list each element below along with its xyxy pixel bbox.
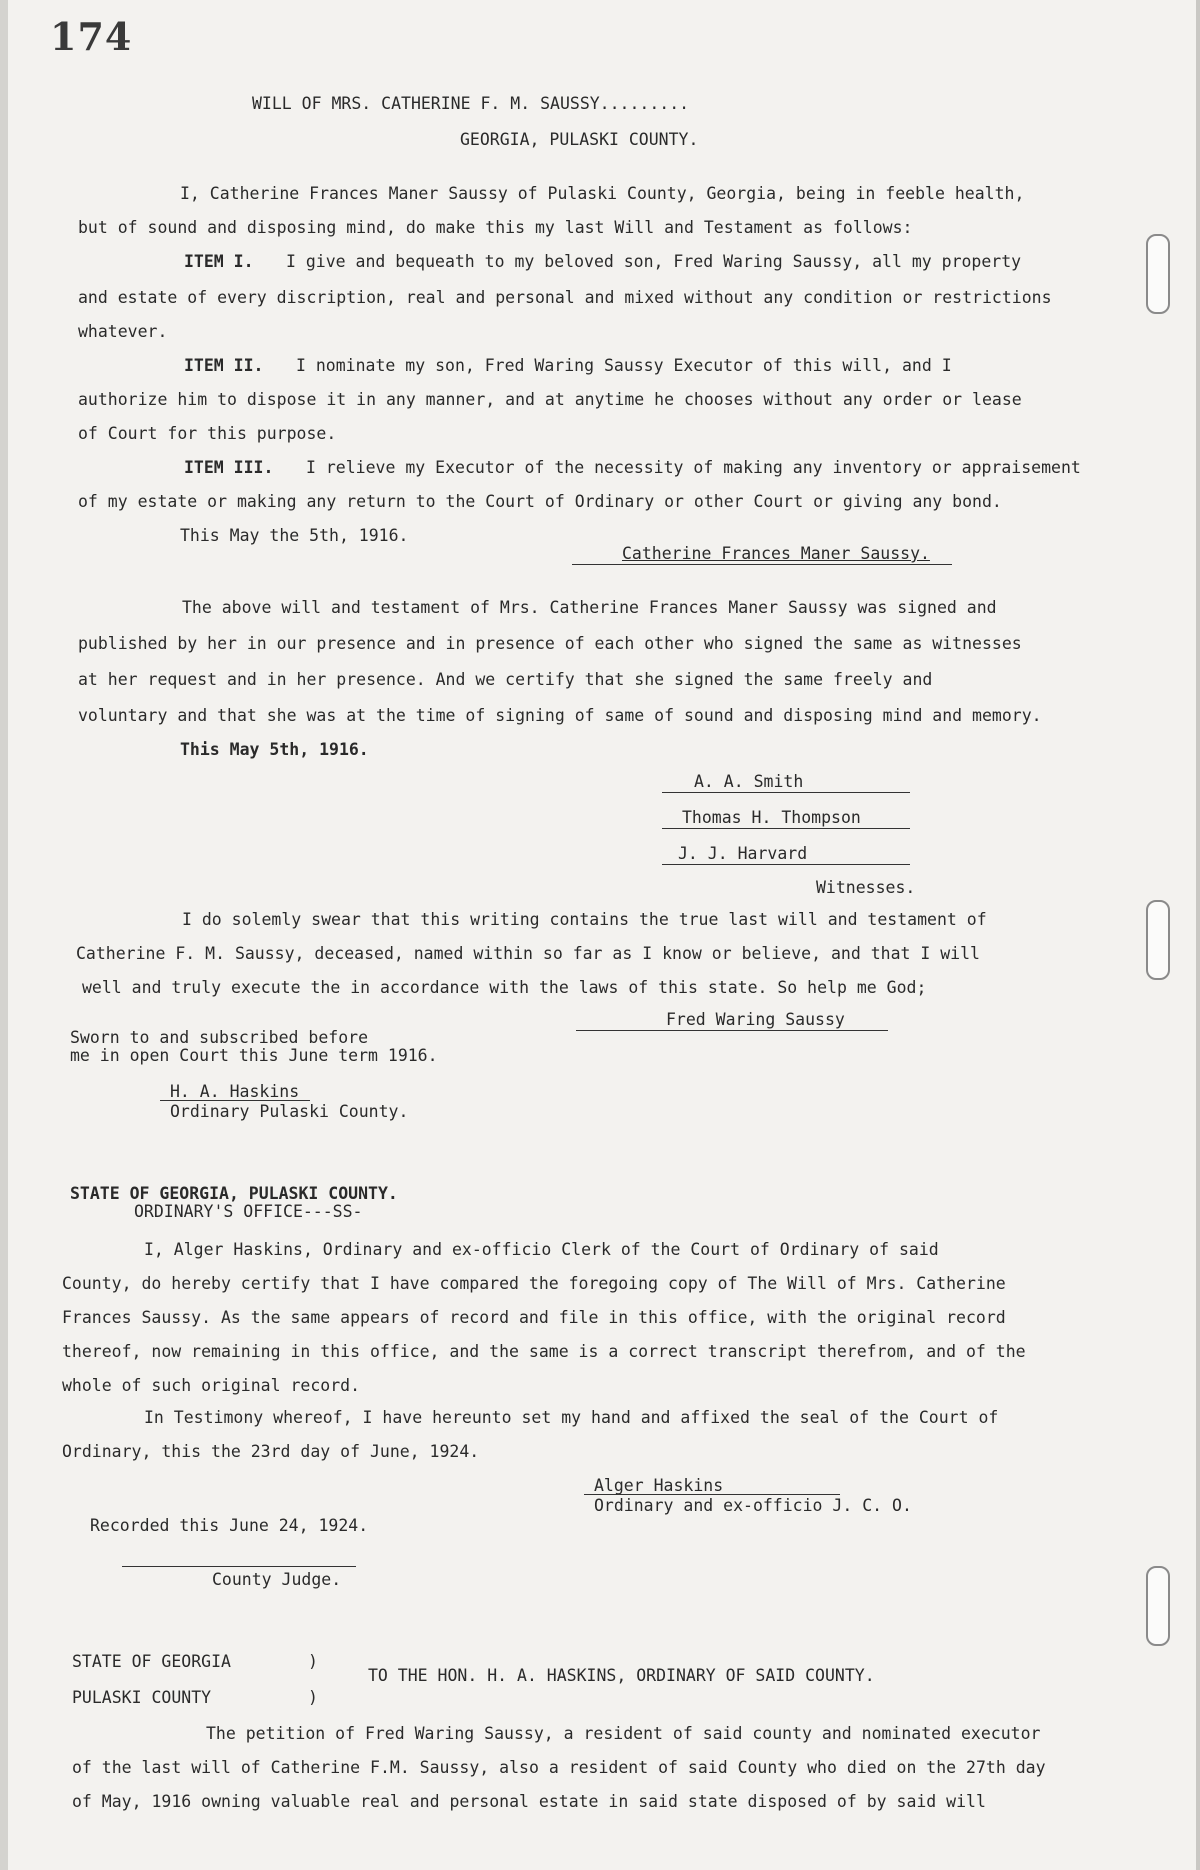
county-judge-label: County Judge. [212,1570,342,1589]
binder-hole [1146,900,1170,980]
petition-county: PULASKI COUNTY [72,1688,212,1707]
ordinary-signature: H. A. Haskins [170,1082,300,1101]
judge-line [122,1566,356,1567]
item-text: authorize him to dispose it in any manner, and at anytime he chooses without any order or lease [78,390,1022,409]
petition-line: of May, 1916 owning valuable real and personal estate in said state disposed of by said will [72,1792,986,1811]
oath-line: well and truly execute the in accordance with the laws of this state. So help me God; [82,978,927,997]
certificate-line: County, do hereby certify that I have compared the foregoing copy of The Will of Mrs. Catherine [62,1274,1006,1293]
ordinary-title: Ordinary Pulaski County. [170,1102,409,1121]
certificate-heading: ORDINARY'S OFFICE---SS- [134,1202,363,1221]
certificate-line: I, Alger Haskins, Ordinary and ex-officio Clerk of the Court of Ordinary of said [144,1240,939,1259]
item-label: ITEM I. [184,252,254,271]
attestation-date: This May 5th, 1916. [180,740,369,759]
attestation-line: at her request and in her presence. And we certify that she signed the same freely and [78,670,933,689]
signature-line [584,1494,840,1495]
witnesses-label: Witnesses. [816,878,916,897]
witness-line [662,864,910,865]
petition-addressee: TO THE HON. H. A. HASKINS, ORDINARY OF SAID COUNTY. [368,1666,875,1685]
signature-line [160,1100,310,1101]
sworn-line: me in open Court this June term 1916. [70,1046,438,1065]
binder-hole [1146,234,1170,314]
signature-line [572,564,952,565]
item-text: I give and bequeath to my beloved son, Fred Waring Saussy, all my property [286,252,1022,271]
petition-brace: ) [308,1652,318,1671]
binder-hole [1146,1566,1170,1646]
oath-line: I do solemly swear that this writing contains the true last will and testament of [182,910,987,929]
item-text: whatever. [78,322,168,341]
certificate-line: Ordinary, this the 23rd day of June, 1924. [62,1442,480,1461]
certificate-line: In Testimony whereof, I have hereunto set my hand and affixed the seal of the Court of [144,1408,999,1427]
page-number: 174 [50,14,133,59]
item-text: I nominate my son, Fred Waring Saussy Executor of this will, and I [296,356,952,375]
will-location: GEORGIA, PULASKI COUNTY. [460,130,699,149]
item-text: of my estate or making any return to the Court of Ordinary or other Court or giving any bond. [78,492,1002,511]
will-intro-line: I, Catherine Frances Maner Saussy of Pulaski County, Georgia, being in feeble health, [180,184,1025,203]
item-text: I relieve my Executor of the necessity of making any inventory or appraisement [306,458,1081,477]
petition-state: STATE OF GEORGIA [72,1652,231,1671]
certificate-line: whole of such original record. [62,1376,361,1395]
certificate-line: thereof, now remaining in this office, and the same is a correct transcript therefrom, and of the [62,1342,1026,1361]
sworn-line: Sworn to and subscribed before [70,1028,369,1047]
attestation-line: published by her in our presence and in presence of each other who signed the same as witnesses [78,634,1022,653]
will-date: This May the 5th, 1916. [180,526,409,545]
item-text: and estate of every discription, real and personal and mixed without any condition or restrictions [78,288,1052,307]
recorded-date: Recorded this June 24, 1924. [90,1516,369,1535]
item-label: ITEM III. [184,458,274,477]
petition-brace: ) [308,1688,318,1707]
signature-line [576,1030,888,1031]
attestation-line: voluntary and that she was at the time of signing of same of sound and disposing mind and memory. [78,706,1042,725]
will-intro-line: but of sound and disposing mind, do make this my last Will and Testament as follows: [78,218,913,237]
oath-line: Catherine F. M. Saussy, deceased, named within so far as I know or believe, and that I will [76,944,980,963]
testator-signature: Catherine Frances Maner Saussy. [622,544,930,563]
witness-signature: Thomas H. Thompson [682,808,861,827]
petition-line: of the last will of Catherine F.M. Saussy, also a resident of said County who died on the 27th day [72,1758,1046,1777]
certificate-signer: Alger Haskins [594,1476,724,1495]
item-label: ITEM II. [184,356,264,375]
will-title: WILL OF MRS. CATHERINE F. M. SAUSSY......... [252,94,690,113]
item-text: of Court for this purpose. [78,424,337,443]
certificate-signer-title: Ordinary and ex-officio J. C. O. [594,1496,912,1515]
witness-line [662,828,910,829]
petition-line: The petition of Fred Waring Saussy, a resident of said county and nominated executor [206,1724,1041,1743]
witness-signature: A. A. Smith [694,772,804,791]
certificate-line: Frances Saussy. As the same appears of record and file in this office, with the original record [62,1308,1006,1327]
executor-signature: Fred Waring Saussy [666,1010,845,1029]
attestation-line: The above will and testament of Mrs. Catherine Frances Maner Saussy was signed and [182,598,997,617]
page-edge [1196,0,1200,1870]
certificate-heading: STATE OF GEORGIA, PULASKI COUNTY. [70,1184,398,1203]
witness-signature: J. J. Harvard [678,844,808,863]
binder-edge [0,0,8,1870]
witness-line [662,792,910,793]
